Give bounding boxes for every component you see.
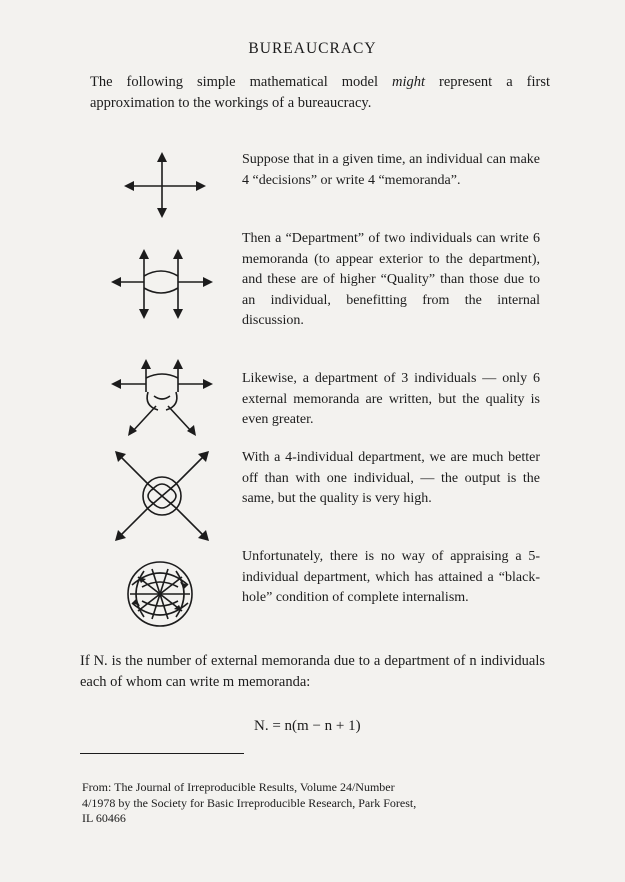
source-line-2: 4/1978 by the Society for Basic Irreproducible Research, Park Forest, <box>82 795 417 810</box>
paragraph-one-individual: Suppose that in a given time, an individual can make 4 “decisions” or write 4 “memoranda”. <box>242 152 540 188</box>
five-individual-black-hole-icon <box>118 555 202 633</box>
intro-text-end: represent a first approximation to the workings of a bureaucracy. <box>90 74 550 111</box>
document-title: BUREAUCRACY <box>248 40 377 57</box>
intro-emphasis: might <box>392 74 426 90</box>
source-line-3: IL 60466 <box>82 811 126 825</box>
three-individual-department-icon <box>108 356 218 438</box>
definition-paragraph: If N. is the number of external memoranda due to a department of n individuals each of whom can write m memoranda: <box>80 653 545 690</box>
intro-text-start: The following simple mathematical model <box>90 74 392 90</box>
intro-paragraph <box>90 72 550 114</box>
footnote-divider <box>80 753 244 754</box>
source-citation <box>82 780 537 827</box>
formula: N. = n(m − n + 1) <box>254 718 361 734</box>
one-individual-arrows-icon <box>120 150 210 220</box>
two-individual-department-icon <box>108 246 218 322</box>
four-individual-department-icon <box>112 448 212 544</box>
paragraph-four-individuals: With a 4-individual department, we are much better off than with one individual, — the output is the same, but the quality is very high. <box>242 450 540 506</box>
paragraph-five-individuals: Unfortunately, there is no way of appraising a 5-individual department, which has attained a “black-hole” condition of complete internalism. <box>242 549 540 605</box>
paragraph-three-individuals: Likewise, a department of 3 individuals — only 6 external memoranda are written, but the quality is even greater. <box>242 371 540 427</box>
source-line-1: From: The Journal of Irreproducible Results, Volume 24/Number <box>82 780 395 794</box>
paragraph-two-individuals: Then a “Department” of two individuals can write 6 memoranda (to appear exterior to the department), and these are of higher “Quality” than those due to an individual, benefitting from the internal discussion. <box>242 231 540 328</box>
